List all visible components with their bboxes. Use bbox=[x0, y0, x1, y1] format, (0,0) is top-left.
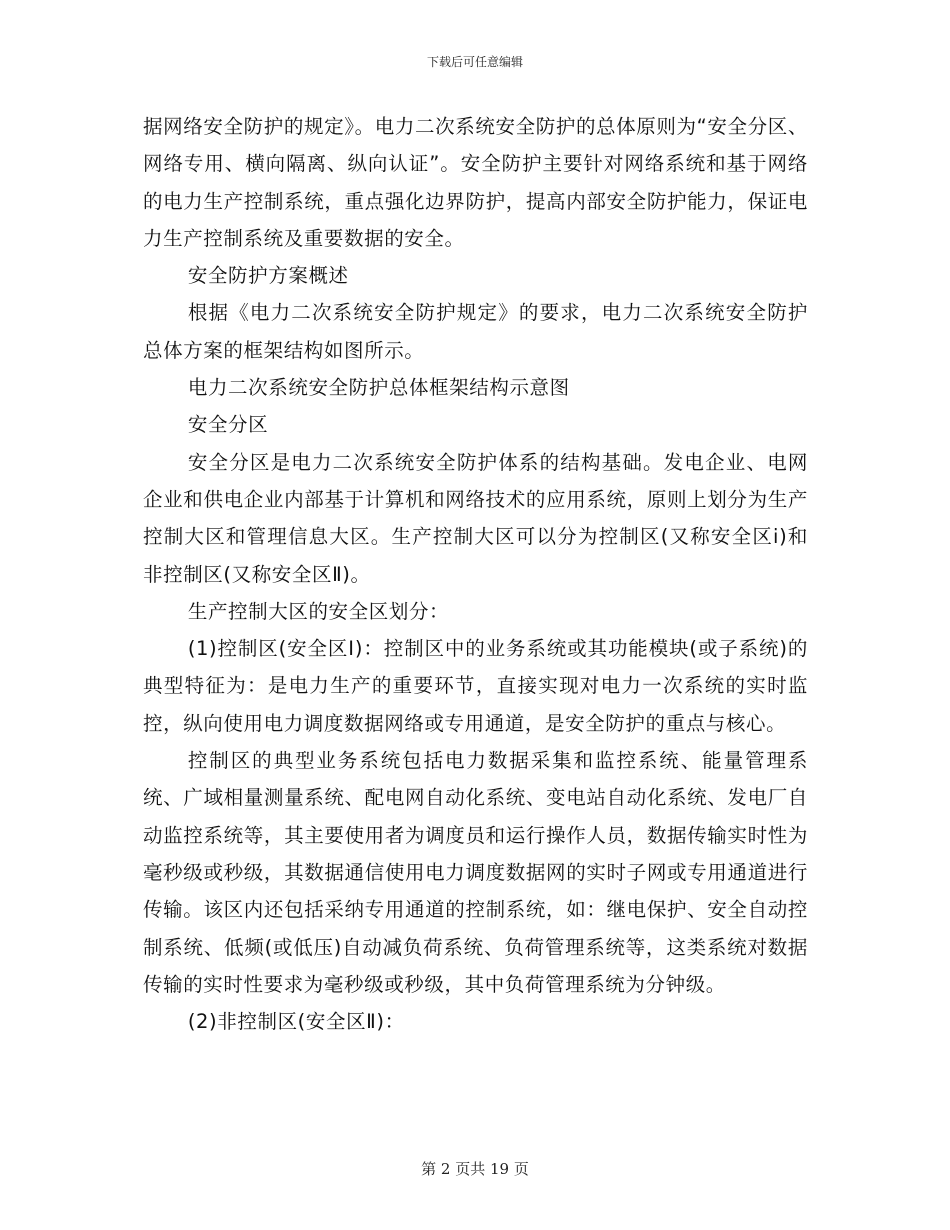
paragraph: 根据《电力二次系统安全防护规定》的要求，电力二次系统安全防护总体方案的框架结构如图所示。 bbox=[143, 301, 808, 362]
page-footer: 第 2 页共 19 页 bbox=[421, 1160, 529, 1178]
paragraph: 控制区的典型业务系统包括电力数据采集和监控系统、能量管理系统、广域相量测量系统、配电网自动化系统、变电站自动化系统、发电厂自动监控系统等，其主要使用者为调度员和运行操作人员，数据传输实时性为毫秒级或秒级，其数据通信使用电力调度数据网的实时子网或专用通道进行传输。该区内还包括采纳专用通道的控制系统，如：继电保护、安全自动控制系统、低频(或低压)自动减负荷系统、负荷管理系统等，这类系统对数据传输的实时性要求为毫秒级或秒级，其中负荷管理系统为分钟级。 bbox=[143, 749, 808, 996]
paragraph-continuation: 据网络安全防护的规定》。电力二次系统安全防护的总体原则为“安全分区、网络专用、横向隔离、纵向认证”。安全防护主要针对网络系统和基于网络的电力生产控制系统，重点强化边界防护，提高内部安全防护能力，保证电力生产控制系统及重要数据的安全。 bbox=[143, 115, 808, 250]
paragraph: 安全分区是电力二次系统安全防护体系的结构基础。发电企业、电网企业和供电企业内部基于计算机和网络技术的应用系统，原则上划分为生产控制大区和管理信息大区。生产控制大区可以分为控制区(又称安全区i)和非控制区(又称安全区Ⅱ)。 bbox=[143, 450, 808, 586]
section-heading-zoning: 安全分区 bbox=[187, 413, 269, 437]
figure-caption: 电力二次系统安全防护总体框架结构示意图 bbox=[187, 376, 570, 400]
paragraph-item-1: (1)控制区(安全区Ⅰ)：控制区中的业务系统或其功能模块(或子系统)的典型特征为：是电力生产的重要环节，直接实现对电力一次系统的实时监控，纵向使用电力调度数据网络或专用通道，是安全防护的重点与核心。 bbox=[143, 637, 808, 735]
document-body bbox=[143, 108, 808, 1040]
page-header: 下载后可任意编辑 bbox=[426, 55, 523, 69]
paragraph-item-2: (2)非控制区(安全区Ⅱ)： bbox=[187, 1010, 405, 1034]
paragraph: 生产控制大区的安全区划分： bbox=[187, 599, 450, 623]
section-heading-overview: 安全防护方案概述 bbox=[187, 264, 349, 288]
